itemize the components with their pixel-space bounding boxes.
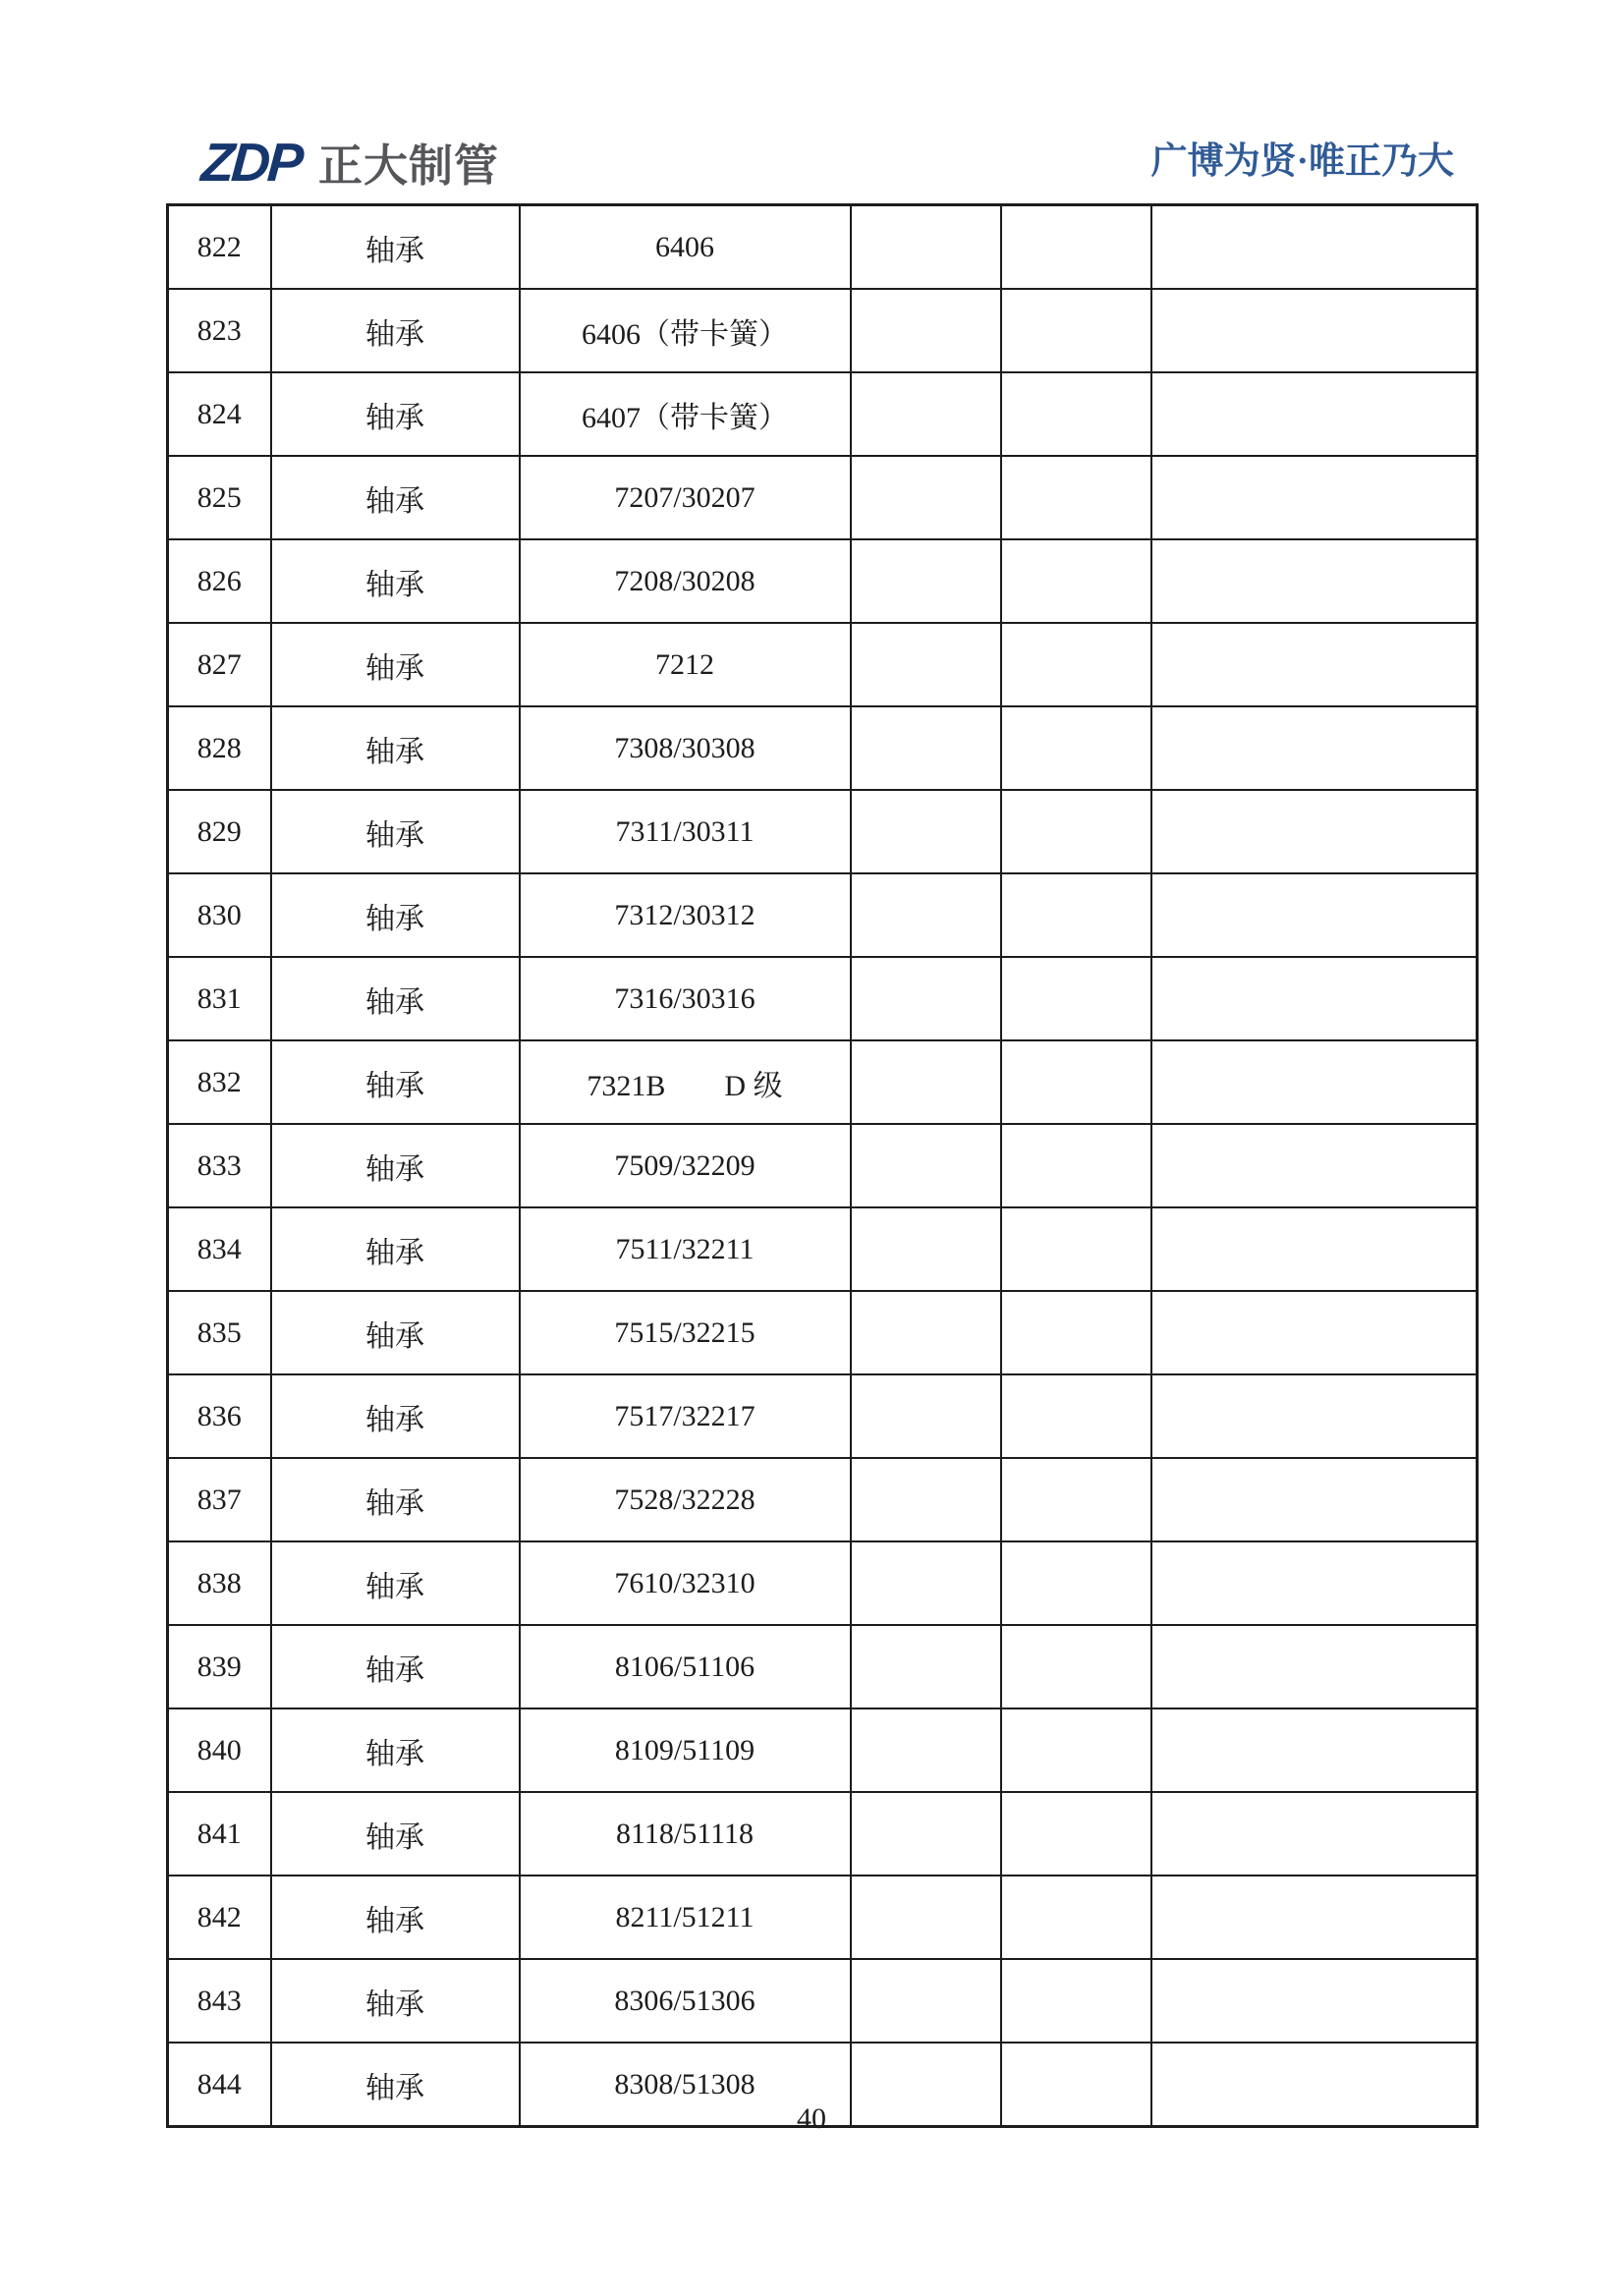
empty-cell-1 (851, 539, 1001, 623)
empty-cell-3 (1151, 372, 1478, 456)
table-row (168, 1959, 1478, 2043)
row-number-cell: 833 (168, 1124, 271, 1207)
row-number-cell: 838 (168, 1541, 271, 1625)
table-row (168, 1040, 1478, 1124)
part-name-cell: 轴承 (271, 1708, 520, 1792)
empty-cell-1 (851, 1708, 1001, 1792)
spec-cell: 7316/30316 (520, 957, 851, 1040)
spec-cell: 6406（带卡簧） (520, 289, 851, 372)
spec-cell: 8211/51211 (520, 1876, 851, 1959)
empty-cell-3 (1151, 1458, 1478, 1541)
part-name-cell: 轴承 (271, 623, 520, 706)
table-row (168, 1291, 1478, 1374)
empty-cell-1 (851, 1792, 1001, 1876)
empty-cell-3 (1151, 1792, 1478, 1876)
empty-cell-2 (1001, 1207, 1151, 1291)
table-row (168, 205, 1478, 290)
empty-cell-3 (1151, 1207, 1478, 1291)
part-name-cell: 轴承 (271, 539, 520, 623)
empty-cell-1 (851, 790, 1001, 873)
empty-cell-3 (1151, 456, 1478, 539)
row-number-cell: 823 (168, 289, 271, 372)
row-number-cell: 836 (168, 1374, 271, 1458)
row-number-cell: 840 (168, 1708, 271, 1792)
table-row (168, 1207, 1478, 1291)
empty-cell-2 (1001, 1040, 1151, 1124)
empty-cell-2 (1001, 1625, 1151, 1708)
row-number-cell: 842 (168, 1876, 271, 1959)
empty-cell-3 (1151, 205, 1478, 290)
part-name-cell: 轴承 (271, 1291, 520, 1374)
table-row (168, 1708, 1478, 1792)
empty-cell-2 (1001, 623, 1151, 706)
part-name-cell: 轴承 (271, 456, 520, 539)
part-name-cell: 轴承 (271, 1374, 520, 1458)
part-name-cell: 轴承 (271, 1207, 520, 1291)
part-name-cell: 轴承 (271, 873, 520, 957)
empty-cell-2 (1001, 790, 1151, 873)
spec-cell: 8106/51106 (520, 1625, 851, 1708)
empty-cell-3 (1151, 1625, 1478, 1708)
row-number-cell: 830 (168, 873, 271, 957)
empty-cell-3 (1151, 1541, 1478, 1625)
empty-cell-2 (1001, 456, 1151, 539)
empty-cell-2 (1001, 1708, 1151, 1792)
table-row (168, 372, 1478, 456)
part-name-cell: 轴承 (271, 957, 520, 1040)
empty-cell-1 (851, 623, 1001, 706)
empty-cell-2 (1001, 1541, 1151, 1625)
part-name-cell: 轴承 (271, 372, 520, 456)
empty-cell-1 (851, 1291, 1001, 1374)
empty-cell-3 (1151, 623, 1478, 706)
empty-cell-1 (851, 456, 1001, 539)
empty-cell-1 (851, 205, 1001, 290)
empty-cell-2 (1001, 289, 1151, 372)
spec-cell: 7311/30311 (520, 790, 851, 873)
spec-cell: 7321B D 级 (520, 1040, 851, 1124)
part-name-cell: 轴承 (271, 706, 520, 790)
empty-cell-1 (851, 289, 1001, 372)
empty-cell-3 (1151, 1708, 1478, 1792)
table-row (168, 623, 1478, 706)
row-number-cell: 839 (168, 1625, 271, 1708)
table-row (168, 706, 1478, 790)
empty-cell-2 (1001, 706, 1151, 790)
empty-cell-3 (1151, 957, 1478, 1040)
row-number-cell: 843 (168, 1959, 271, 2043)
part-name-cell: 轴承 (271, 1792, 520, 1876)
empty-cell-3 (1151, 1374, 1478, 1458)
empty-cell-1 (851, 1458, 1001, 1541)
row-number-cell: 837 (168, 1458, 271, 1541)
part-name-cell: 轴承 (271, 790, 520, 873)
table-row (168, 790, 1478, 873)
empty-cell-2 (1001, 205, 1151, 290)
empty-cell-2 (1001, 372, 1151, 456)
empty-cell-3 (1151, 539, 1478, 623)
table-row (168, 1625, 1478, 1708)
row-number-cell: 829 (168, 790, 271, 873)
spec-cell: 7610/32310 (520, 1541, 851, 1625)
empty-cell-2 (1001, 1374, 1151, 1458)
company-slogan: 广博为贤·唯正乃大 (1150, 141, 1454, 182)
row-number-cell: 825 (168, 456, 271, 539)
spec-cell: 6406 (520, 205, 851, 290)
page-number: 40 (797, 2102, 826, 2135)
row-number-cell: 826 (168, 539, 271, 623)
row-number-cell: 831 (168, 957, 271, 1040)
empty-cell-2 (1001, 1458, 1151, 1541)
spec-cell: 7308/30308 (520, 706, 851, 790)
table-row (168, 1374, 1478, 1458)
empty-cell-1 (851, 1876, 1001, 1959)
empty-cell-1 (851, 372, 1001, 456)
spec-cell: 7517/32217 (520, 1374, 851, 1458)
part-name-cell: 轴承 (271, 1625, 520, 1708)
empty-cell-1 (851, 1625, 1001, 1708)
spec-cell: 8118/51118 (520, 1792, 851, 1876)
table-row (168, 1792, 1478, 1876)
table-row (168, 957, 1478, 1040)
part-name-cell: 轴承 (271, 205, 520, 290)
part-name-cell: 轴承 (271, 1541, 520, 1625)
part-name-cell: 轴承 (271, 1876, 520, 1959)
part-name-cell: 轴承 (271, 2043, 520, 2127)
table-row (168, 1876, 1478, 1959)
row-number-cell: 841 (168, 1792, 271, 1876)
spec-cell: 8109/51109 (520, 1708, 851, 1792)
empty-cell-3 (1151, 873, 1478, 957)
empty-cell-1 (851, 1207, 1001, 1291)
empty-cell-3 (1151, 1876, 1478, 1959)
empty-cell-1 (851, 873, 1001, 957)
empty-cell-2 (1001, 873, 1151, 957)
part-name-cell: 轴承 (271, 1458, 520, 1541)
table-row (168, 1124, 1478, 1207)
empty-cell-3 (1151, 1959, 1478, 2043)
table-row (168, 539, 1478, 623)
spec-cell: 7312/30312 (520, 873, 851, 957)
part-name-cell: 轴承 (271, 1040, 520, 1124)
empty-cell-3 (1151, 706, 1478, 790)
part-name-cell: 轴承 (271, 1959, 520, 2043)
row-number-cell: 827 (168, 623, 271, 706)
parts-table-body (168, 205, 1478, 2127)
part-name-cell: 轴承 (271, 289, 520, 372)
table-row (168, 873, 1478, 957)
empty-cell-2 (1001, 1124, 1151, 1207)
parts-table (166, 203, 1479, 2128)
empty-cell-1 (851, 1959, 1001, 2043)
row-number-cell: 834 (168, 1207, 271, 1291)
logo-zdp-text: ZDP (198, 132, 304, 193)
row-number-cell: 822 (168, 205, 271, 290)
row-number-cell: 824 (168, 372, 271, 456)
spec-cell: 6407（带卡簧） (520, 372, 851, 456)
spec-cell: 7212 (520, 623, 851, 706)
logo-company-name: 正大制管 (318, 140, 500, 191)
row-number-cell: 835 (168, 1291, 271, 1374)
empty-cell-3 (1151, 790, 1478, 873)
spec-cell: 7509/32209 (520, 1124, 851, 1207)
empty-cell-2 (1001, 1876, 1151, 1959)
empty-cell-3 (1151, 1124, 1478, 1207)
spec-cell: 7207/30207 (520, 456, 851, 539)
part-name-cell: 轴承 (271, 1124, 520, 1207)
table-row (168, 1541, 1478, 1625)
row-number-cell: 844 (168, 2043, 271, 2127)
table-row (168, 456, 1478, 539)
table-row (168, 289, 1478, 372)
empty-cell-2 (1001, 1291, 1151, 1374)
empty-cell-3 (1151, 289, 1478, 372)
empty-cell-1 (851, 706, 1001, 790)
spec-cell: 8306/51306 (520, 1959, 851, 2043)
company-logo (198, 132, 500, 193)
spec-cell: 8308/51308 (520, 2043, 851, 2127)
empty-cell-2 (1001, 957, 1151, 1040)
empty-cell-1 (851, 957, 1001, 1040)
empty-cell-2 (1001, 1959, 1151, 2043)
empty-cell-3 (1151, 1040, 1478, 1124)
spec-cell: 7208/30208 (520, 539, 851, 623)
row-number-cell: 828 (168, 706, 271, 790)
spec-cell: 7528/32228 (520, 1458, 851, 1541)
spec-cell: 7511/32211 (520, 1207, 851, 1291)
row-number-cell: 832 (168, 1040, 271, 1124)
empty-cell-1 (851, 1541, 1001, 1625)
empty-cell-2 (1001, 1792, 1151, 1876)
table-row (168, 1458, 1478, 1541)
empty-cell-3 (1151, 1291, 1478, 1374)
empty-cell-2 (1001, 539, 1151, 623)
spec-cell: 7515/32215 (520, 1291, 851, 1374)
empty-cell-1 (851, 1040, 1001, 1124)
empty-cell-1 (851, 1124, 1001, 1207)
empty-cell-1 (851, 1374, 1001, 1458)
